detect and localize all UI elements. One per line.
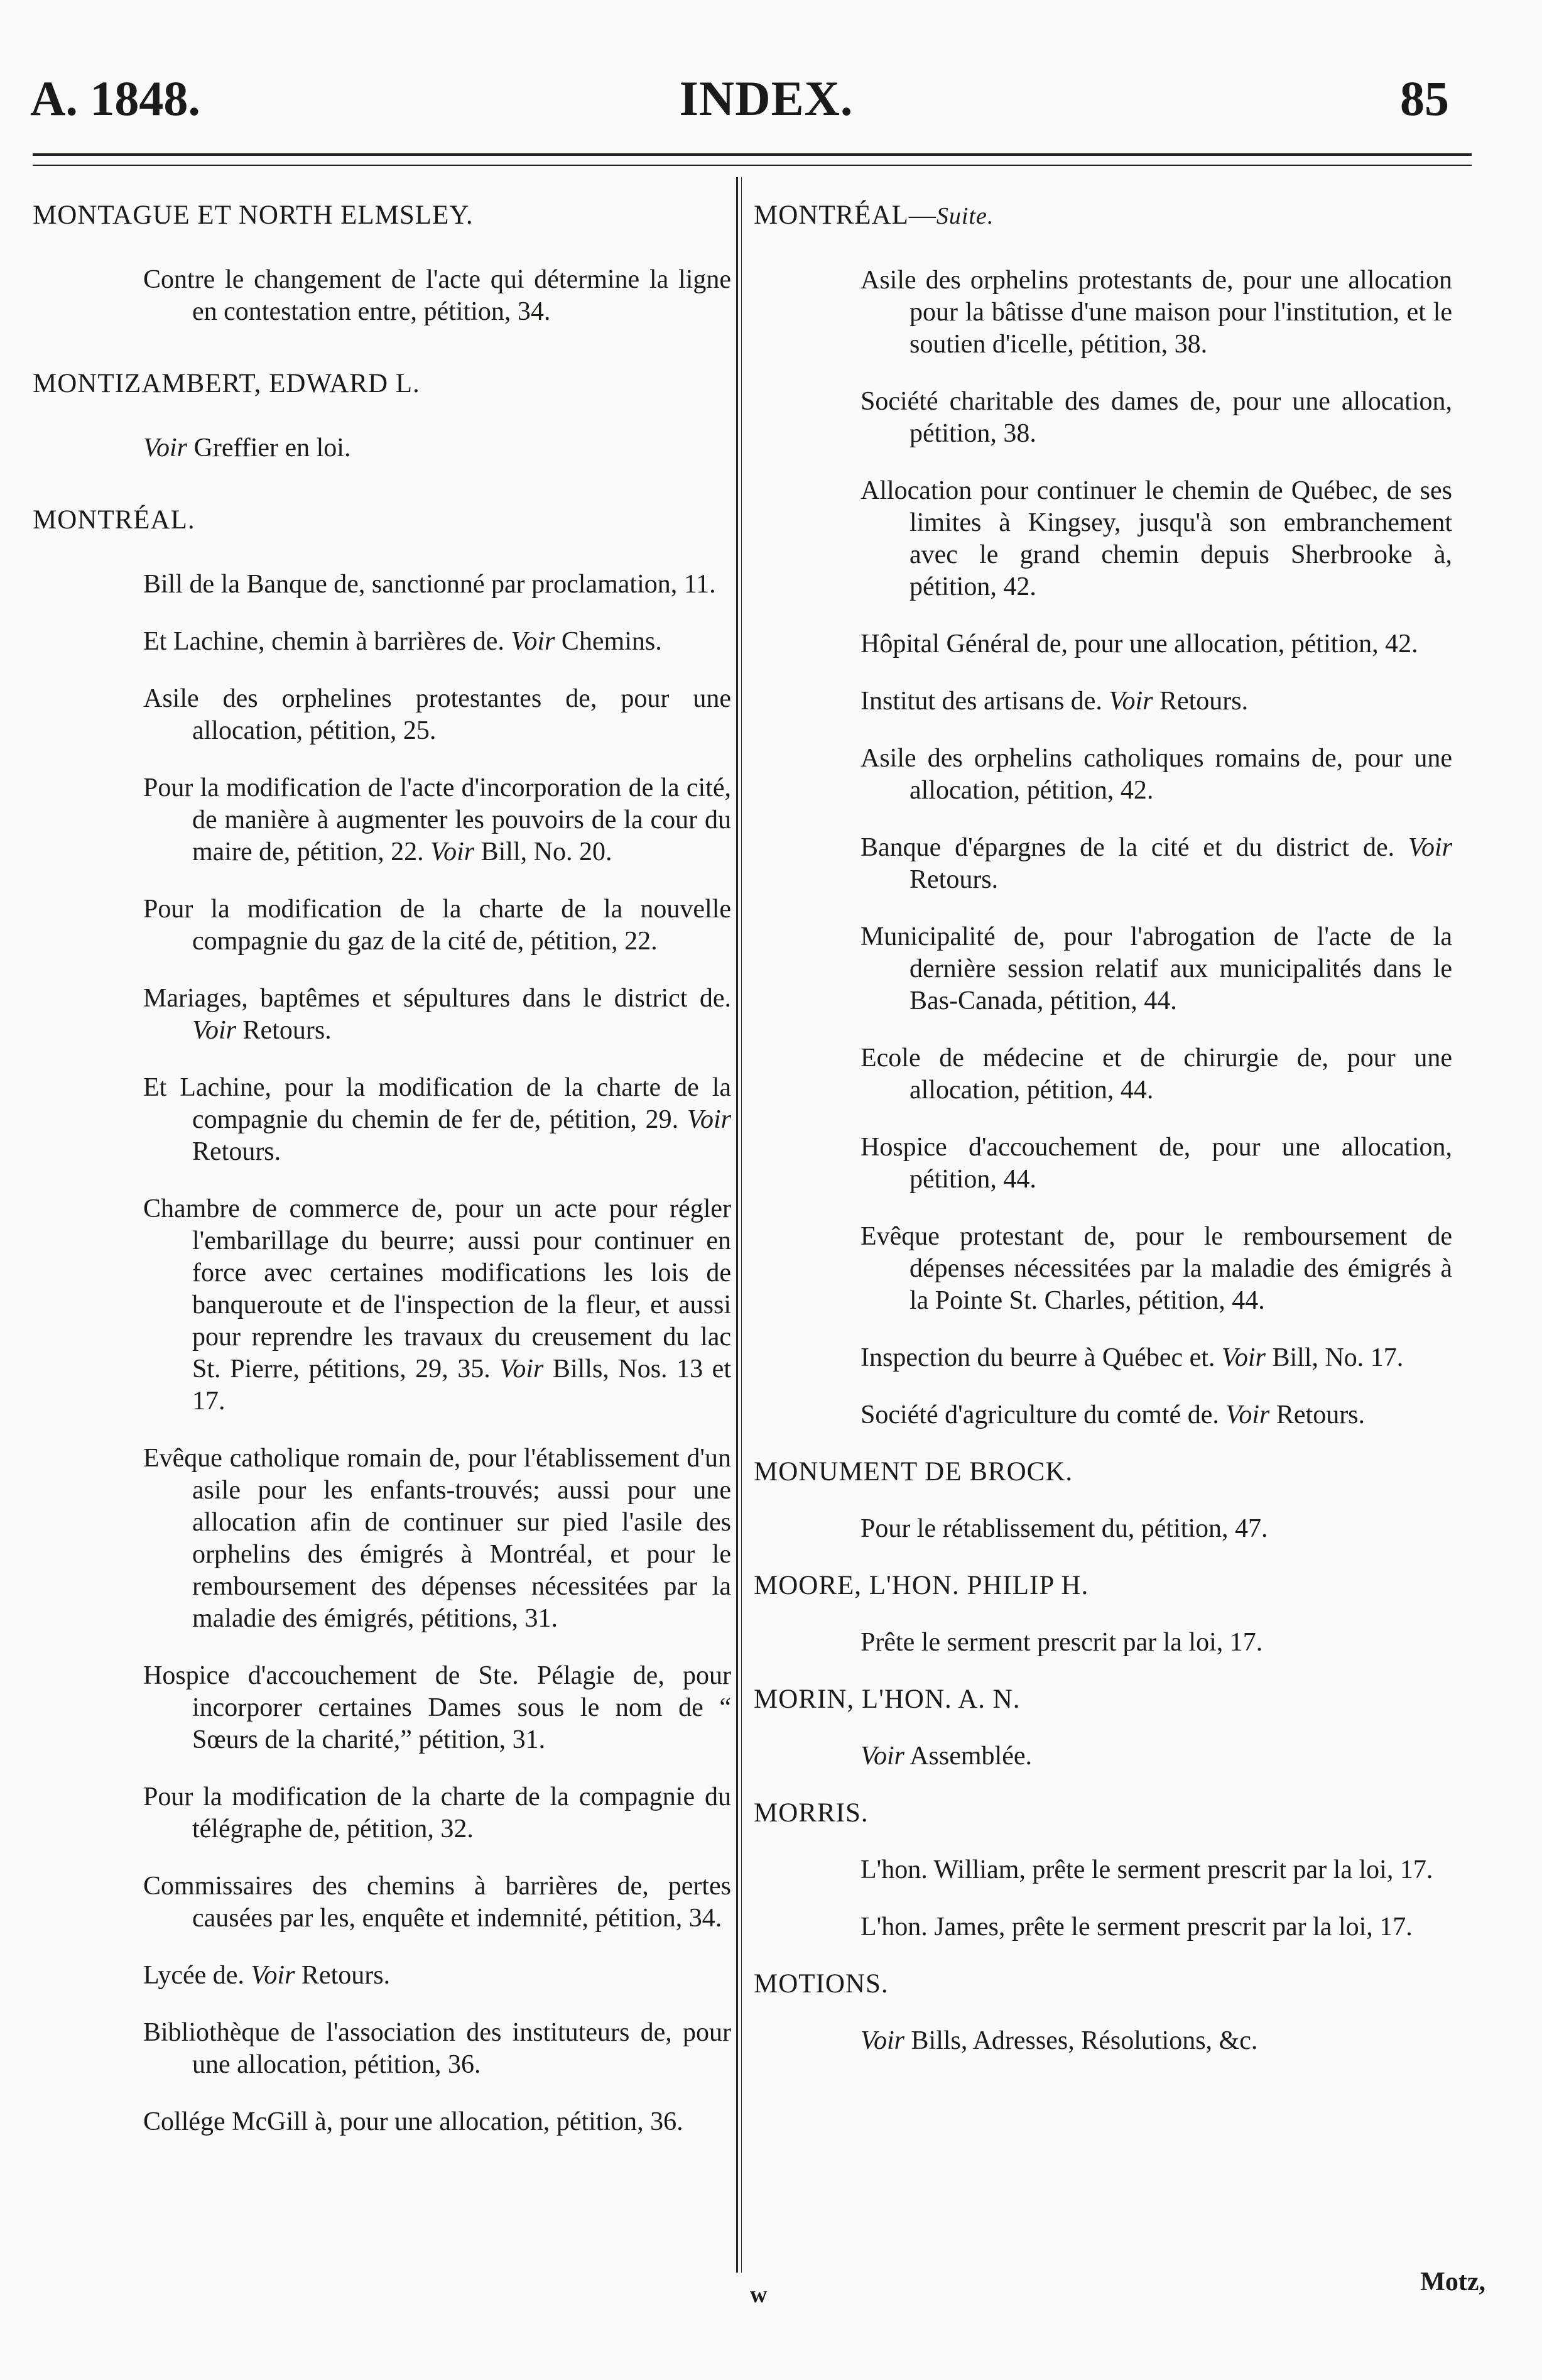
index-heading: MONTIZAMBERT, EDWARD L. (33, 369, 420, 398)
voir-ref: Voir (1221, 1343, 1266, 1372)
voir-ref: Voir (861, 1742, 905, 1771)
index-entry: Pour la modification de la charte de la compagnie du télégraphe de, pétition, 32. (143, 1782, 731, 1843)
header-page-number: 85 (1400, 71, 1449, 126)
index-entry: Société d'agriculture du comté de. Voir Retours. (861, 1400, 1366, 1429)
index-entry: Mariages, baptêmes et sépultures dans le district de. Voir Retours. (143, 984, 731, 1045)
index-heading: MONTRÉAL. (33, 505, 195, 535)
index-entry: Bill de la Banque de, sanctionné par proclamation, 11. (143, 570, 716, 599)
index-entry: Hospice d'accouchement de, pour une allocation, pétition, 44. (861, 1133, 1452, 1194)
index-entry: Société charitable des dames de, pour une allocation, pétition, 38. (861, 387, 1452, 448)
index-entry: Allocation pour continuer le chemin de Québec, de ses limites à Kingsey, jusqu'à son embranchement avec le grand chemin depuis Sherbrooke à, pétition, 42. (861, 476, 1452, 601)
index-entry: Commissaires des chemins à barrières de, pertes causées par les, enquête et indemnité, pétition, 34. (143, 1872, 731, 1933)
index-entry: Asile des orphelines protestantes de, pour une allocation, pétition, 25. (143, 684, 731, 745)
index-entry: Municipalité de, pour l'abrogation de l'acte de la dernière session relatif aux municipalités dans le Bas-Canada, pétition, 44. (861, 922, 1452, 1015)
index-entry: Prête le serment prescrit par la loi, 17. (861, 1628, 1263, 1657)
index-heading: MONTRÉAL—Suite. (754, 200, 994, 230)
voir-ref: Voir (1109, 687, 1153, 716)
index-entry: Lycée de. Voir Retours. (143, 1961, 391, 1990)
index-entry: Asile des orphelins catholiques romains de, pour une allocation, pétition, 42. (861, 744, 1452, 805)
index-heading: MORIN, L'HON. A. N. (754, 1684, 1021, 1714)
index-entry: Collége McGill à, pour une allocation, pétition, 36. (143, 2107, 683, 2136)
left-column (33, 200, 731, 2138)
column-divider (736, 177, 738, 2273)
index-entry: L'hon. James, prête le serment prescrit par la loi, 17. (861, 1913, 1413, 1941)
index-entry: Et Lachine, pour la modification de la charte de la compagnie du chemin de fer de, pétition, 29. Voir Retours. (143, 1073, 731, 1166)
index-entry: Pour la modification de la charte de la nouvelle compagnie du gaz de la cité de, pétition, 22. (143, 895, 731, 956)
index-entry: Bibliothèque de l'association des instituteurs de, pour une allocation, pétition, 36. (143, 2018, 731, 2079)
index-entry: Evêque catholique romain de, pour l'établissement d'un asile pour les enfants-trouvés; aussi pour une allocation afin de continuer sur pied l'asile des orphelins des émigrés à Montréal, et pour le remboursement des dépenses nécessitées par la maladie des émigrés, pétitions, 31. (143, 1444, 731, 1633)
index-entry: Voir Greffier en loi. (143, 434, 351, 462)
index-entry: Pour la modification de l'acte d'incorporation de la cité, de manière à augmenter les pouvoirs de la cour du maire de, pétition, 22. Voir Bill, No. 20. (143, 773, 731, 866)
header-year: A. 1848. (30, 71, 200, 126)
index-entry: Contre le changement de l'acte qui détermine la ligne en contestation entre, pétition, 34. (143, 265, 731, 326)
voir-ref: Voir (251, 1961, 295, 1990)
index-entry: Voir Assemblée. (861, 1742, 1032, 1771)
index-entry: L'hon. William, prête le serment prescrit par la loi, 17. (861, 1855, 1433, 1884)
index-entry: Inspection du beurre à Québec et. Voir Bill, No. 17. (861, 1343, 1404, 1372)
index-entry: Pour le rétablissement du, pétition, 47. (861, 1514, 1268, 1543)
index-heading: MOORE, L'HON. PHILIP H. (754, 1571, 1089, 1600)
index-heading: MONUMENT DE BROCK. (754, 1457, 1073, 1487)
catchword: Motz, (1420, 2268, 1485, 2296)
voir-ref: Voir (511, 627, 555, 656)
index-entry: Evêque protestant de, pour le remboursement de dépenses nécessitées par la maladie des émigrés à la Pointe St. Charles, pétition, 44. (861, 1222, 1452, 1315)
voir-ref: Voir (143, 434, 188, 462)
header-rule-thick (33, 153, 1472, 156)
right-column (754, 200, 1452, 2057)
index-entry: Hôpital Général de, pour une allocation, pétition, 42. (861, 630, 1418, 658)
header-title: INDEX. (679, 71, 854, 126)
printer-signature-mark: w (750, 2281, 768, 2308)
index-entry: Et Lachine, chemin à barrières de. Voir Chemins. (143, 627, 662, 656)
index-entry: Banque d'épargnes de la cité et du district de. Voir Retours. (861, 833, 1452, 894)
suite-label: Suite. (936, 203, 994, 229)
voir-ref: Voir (861, 2026, 905, 2055)
index-entry: Ecole de médecine et de chirurgie de, pour une allocation, pétition, 44. (861, 1044, 1452, 1105)
column-divider-inner (741, 177, 742, 2273)
index-entry: Voir Bills, Adresses, Résolutions, &c. (861, 2026, 1258, 2055)
voir-ref: Voir (1408, 833, 1452, 862)
voir-ref: Voir (687, 1105, 731, 1134)
voir-ref: Voir (430, 838, 475, 866)
index-heading: MONTAGUE ET NORTH ELMSLEY. (33, 200, 474, 230)
voir-ref: Voir (1225, 1400, 1270, 1429)
voir-ref: Voir (499, 1355, 544, 1384)
index-heading: MORRIS. (754, 1798, 869, 1828)
index-entry: Institut des artisans de. Voir Retours. (861, 687, 1249, 716)
index-entry: Chambre de commerce de, pour un acte pour régler l'embarillage du beurre; aussi pour continuer en force avec certaines modifications les lois de banqueroute et de l'inspection de la fleur, et aussi pour reprendre les travaux du creusement du lac St. Pierre, pétitions, 29, 35. Voir Bills, Nos. 13 et 17. (143, 1194, 731, 1416)
voir-ref: Voir (192, 1016, 237, 1045)
index-entry: Hospice d'accouchement de Ste. Pélagie de, pour incorporer certaines Dames sous le nom de “ Sœurs de la charité,” pétition, 31. (143, 1661, 731, 1754)
index-entry: Asile des orphelins protestants de, pour une allocation pour la bâtisse d'une maison pour l'institution, et le soutien d'icelle, pétition, 38. (861, 266, 1452, 359)
index-heading: MOTIONS. (754, 1969, 889, 1999)
header-rule-thin (33, 165, 1472, 166)
